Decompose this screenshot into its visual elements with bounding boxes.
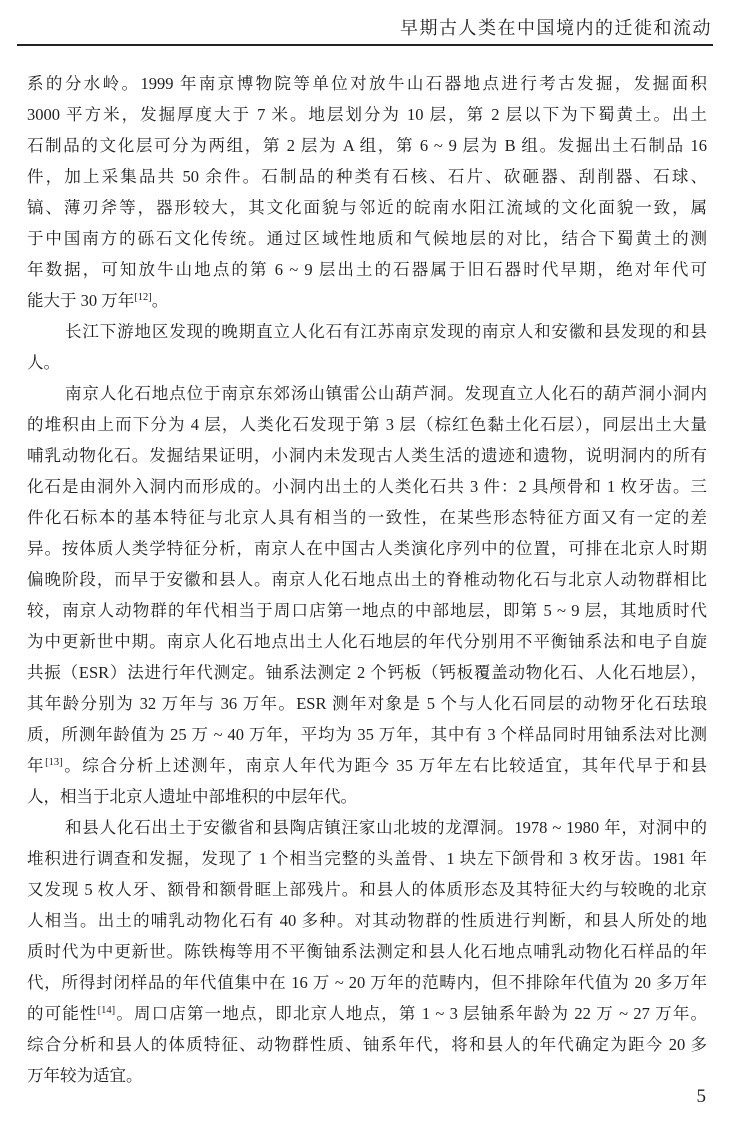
text-segment: 代，所得封闭样品的年代值集中在 16 万 ~ 20 万年的范畴内，但不排除年代值为 20 多万年 [27, 973, 707, 992]
text-line [27, 130, 707, 161]
text-segment: 为中更新世中期。南京人化石地点出土人化石地层的年代分别用不平衡铀系法和电子自旋 [27, 632, 707, 651]
text-line [27, 533, 707, 564]
text-line [27, 1029, 707, 1060]
text-segment: 于中国南方的砾石文化传统。通过区域性地质和气候地层的对比，结合下蜀黄土的测 [27, 229, 707, 248]
footnote-reference: [13] [45, 757, 63, 768]
text-line [27, 657, 707, 688]
text-segment: 年数据，可知放牛山地点的第 6 ~ 9 层出土的石器属于旧石器时代早期，绝对年代可 [27, 260, 707, 279]
text-segment: 化石是由洞外入洞内而形成的。小洞内出土的人类化石共 3 件：2 具颅骨和 1 枚牙齿。三 [27, 477, 707, 496]
text-segment: 较，南京人动物群的年代相当于周口店第一地点的中部地层，即第 5 ~ 9 层，其地质时代 [27, 601, 707, 620]
text-line [27, 843, 707, 874]
text-segment: 又发现 5 枚人牙、额骨和额骨眶上部残片。和县人的体质形态及其特征大约与较晚的北京 [27, 880, 707, 899]
text-segment: 哺乳动物化石。发掘结果证明，小洞内未发现古人类生活的遗迹和遗物，说明洞内的所有 [27, 446, 707, 465]
text-line [27, 409, 707, 440]
text-line [27, 967, 707, 998]
text-segment: 的可能性 [27, 1004, 98, 1023]
text-segment: 质时代为中更新世。陈铁梅等用不平衡铀系法测定和县人化石地点哺乳动物化石样品的年 [27, 942, 707, 961]
text-line [27, 347, 707, 378]
text-line [27, 192, 707, 223]
text-segment: 件化石标本的基本特征与北京人具有相当的一致性，在某些形态特征方面又有一定的差 [27, 508, 707, 527]
text-line [27, 750, 707, 781]
text-line [27, 223, 707, 254]
text-line [27, 812, 707, 843]
text-segment: 。周口店第一地点，即北京人地点，第 1 ~ 3 层铀系年龄为 22 万 ~ 27 万年。 [115, 1004, 707, 1023]
text-segment: 万年较为适宜。 [27, 1066, 143, 1085]
text-segment: 人相当。出土的哺乳动物化石有 40 多种。对其动物群的性质进行判断，和县人所处的地 [27, 911, 707, 930]
text-line [27, 68, 707, 99]
text-segment: 人，相当于北京人遗址中部堆积的中层年代。 [27, 787, 357, 806]
text-line [27, 471, 707, 502]
text-line [27, 874, 707, 905]
text-segment: 人。 [27, 353, 60, 372]
text-segment: 。 [151, 291, 169, 310]
text-segment: 异。按体质人类学特征分析，南京人在中国古人类演化序列中的位置，可排在北京人时期 [27, 539, 707, 558]
running-header-title: 早期古人类在中国境内的迁徙和流动 [400, 18, 712, 38]
text-line [27, 285, 707, 316]
text-segment: 堆积进行调查和发掘，发现了 1 个相当完整的头盖骨、1 块左下颌骨和 3 枚牙齿。1981 年 [27, 849, 707, 868]
text-segment: 南京人化石地点位于南京东郊汤山镇雷公山葫芦洞。发现直立人化石的葫芦洞小洞内 [65, 384, 707, 403]
text-line [27, 316, 707, 347]
text-segment: 质，所测年龄值为 25 万 ~ 40 万年，平均为 35 万年，其中有 3 个样品同时用铀系法对比测 [27, 725, 707, 744]
text-segment: 能大于 30 万年 [27, 291, 135, 310]
footnote-reference: [14] [97, 1005, 116, 1016]
text-line [27, 1060, 707, 1091]
text-segment: 综合分析和县人的体质特征、动物群性质、铀系年代，将和县人的年代确定为距今 20 多 [27, 1035, 707, 1054]
text-line [27, 936, 707, 967]
page-number: 5 [696, 1086, 706, 1107]
text-segment: 3000 平方米，发掘厚度大于 7 米。地层划分为 10 层，第 2 层以下为下蜀黄土。出土 [27, 105, 707, 124]
text-line [27, 378, 707, 409]
text-line [27, 440, 707, 471]
text-segment: 的堆积由上而下分为 4 层，人类化石发现于第 3 层（棕红色黏土化石层），同层出土大量 [27, 415, 707, 434]
text-line [27, 688, 707, 719]
text-line [27, 781, 707, 812]
text-segment: 长江下游地区发现的晚期直立人化石有江苏南京发现的南京人和安徽和县发现的和县 [65, 322, 707, 341]
text-segment: 。综合分析上述测年，南京人年代为距今 35 万年左右比较适宜，其年代早于和县 [62, 756, 707, 775]
text-segment: 年 [27, 756, 46, 775]
text-line [27, 254, 707, 285]
text-segment: 件，加上采集品共 50 余件。石制品的种类有石核、石片、砍砸器、刮削器、石球、 [27, 167, 707, 186]
body-text [27, 68, 707, 1091]
text-segment: 镐、薄刃斧等，器形较大，其文化面貌与邻近的皖南水阳江流域的文化面貌一致，属 [27, 198, 707, 217]
text-line [27, 719, 707, 750]
text-line [27, 626, 707, 657]
text-segment: 偏晚阶段，而早于安徽和县人。南京人化石地点出土的脊椎动物化石与北京人动物群相比 [27, 570, 707, 589]
text-segment: 和县人化石出土于安徽省和县陶店镇汪家山北坡的龙潭洞。1978 ~ 1980 年，对洞中的 [65, 818, 707, 837]
text-line [27, 998, 707, 1029]
text-segment: 系的分水岭。1999 年南京博物院等单位对放牛山石器地点进行考古发掘，发掘面积 [27, 74, 707, 93]
footnote-reference: [12] [134, 292, 152, 303]
text-line [27, 502, 707, 533]
text-segment: 石制品的文化层可分为两组，第 2 层为 A 组，第 6 ~ 9 层为 B 组。发掘出土石制品 16 [27, 136, 707, 155]
text-line [27, 99, 707, 130]
text-line [27, 161, 707, 192]
text-line [27, 595, 707, 626]
running-header [17, 17, 713, 46]
text-line [27, 564, 707, 595]
text-line [27, 905, 707, 936]
text-segment: 共振（ESR）法进行年代测定。铀系法测定 2 个钙板（钙板覆盖动物化石、人化石地层）， [27, 663, 707, 682]
text-segment: 其年龄分别为 32 万年与 36 万年。ESR 测年对象是 5 个与人化石同层的动物牙化石珐琅 [27, 694, 707, 713]
